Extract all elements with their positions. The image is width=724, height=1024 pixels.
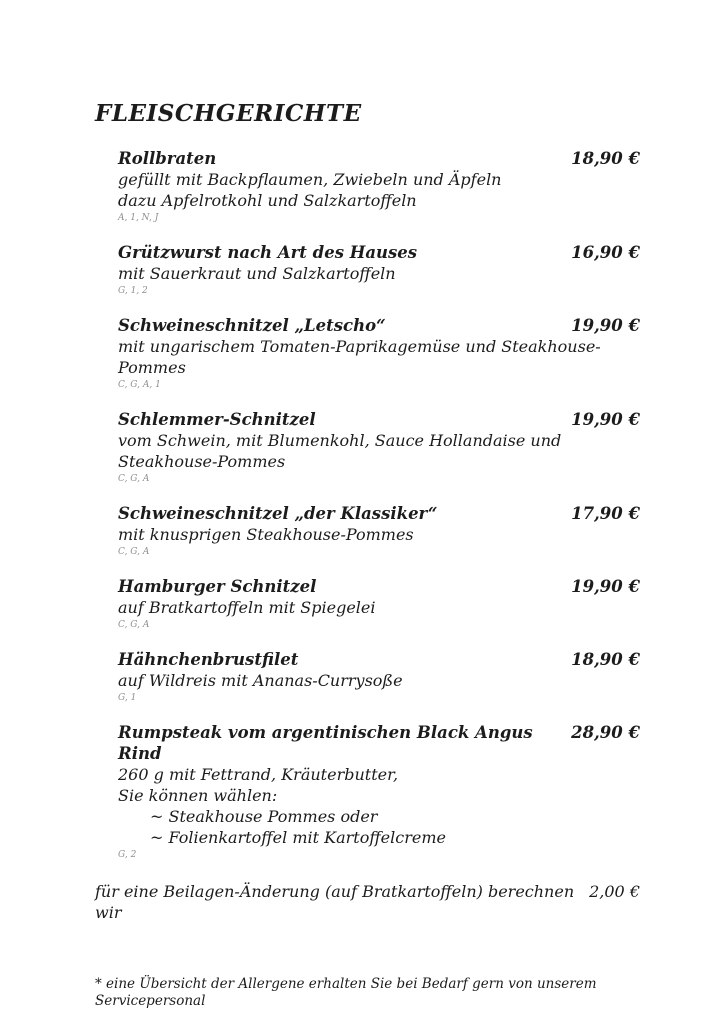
item-descriptions — [118, 169, 640, 211]
item-allergens: G, 1, 2 — [118, 286, 148, 296]
menu-item — [118, 242, 640, 297]
item-descriptions — [118, 670, 640, 691]
item-head — [118, 722, 640, 764]
item-descriptions — [118, 336, 640, 378]
item-desc-line: auf Bratkartoffeln mit Spiegelei — [118, 598, 376, 617]
item-price: 18,90 € — [571, 149, 640, 168]
item-allergens: A, 1, N, J — [118, 213, 159, 223]
item-head — [118, 315, 640, 336]
item-price: 17,90 € — [571, 504, 640, 523]
surcharge-price: 2,00 € — [589, 882, 640, 901]
menu-content — [95, 100, 640, 1010]
surcharge-row — [95, 881, 640, 923]
item-price: 19,90 € — [571, 410, 640, 429]
item-desc-line: ~ Folienkartoffel mit Kartoffelcreme — [150, 828, 446, 847]
item-price: 18,90 € — [571, 650, 640, 669]
item-desc-line: 260 g mit Fettrand, Kräuterbutter, — [118, 765, 399, 784]
item-head — [118, 503, 640, 524]
item-descriptions — [118, 764, 640, 848]
item-allergens: G, 2 — [118, 850, 137, 860]
item-allergens: G, 1 — [118, 693, 137, 703]
item-desc-line: dazu Apfelrotkohl und Salzkartoffeln — [118, 191, 417, 210]
item-allergens: C, G, A — [118, 474, 150, 484]
item-desc-line: mit Sauerkraut und Salzkartoffeln — [118, 264, 396, 283]
item-head — [118, 576, 640, 597]
item-desc-line: mit ungarischem Tomaten-Paprikagemüse und Steakhouse-Pommes — [118, 337, 601, 377]
item-price: 28,90 € — [571, 723, 640, 742]
menu-items — [118, 148, 640, 861]
item-name: Grützwurst nach Art des Hauses — [118, 243, 418, 262]
item-allergens: C, G, A — [118, 547, 150, 557]
item-head — [118, 409, 640, 430]
allergen-footnote: * eine Übersicht der Allergene erhalten Sie bei Bedarf gern von unserem Servicepersonal — [95, 976, 597, 1009]
item-head — [118, 649, 640, 670]
item-head — [118, 242, 640, 263]
item-name: Schlemmer-Schnitzel — [118, 410, 316, 429]
surcharge-text: für eine Beilagen-Änderung (auf Bratkartoffeln) berechnen wir — [95, 882, 575, 922]
item-name: Hähnchenbrustfilet — [118, 650, 299, 669]
item-desc-line: Sie können wählen: — [118, 786, 278, 805]
item-desc-line: gefüllt mit Backpflaumen, Zwiebeln und Äpfeln — [118, 170, 502, 189]
item-name: Rumpsteak vom argentinischen Black Angus Rind — [118, 723, 533, 763]
item-name: Hamburger Schnitzel — [118, 577, 317, 596]
item-desc-line: ~ Steakhouse Pommes oder — [150, 807, 378, 826]
item-price: 19,90 € — [571, 316, 640, 335]
item-name: Schweineschnitzel „der Klassiker“ — [118, 504, 438, 523]
section-title: FLEISCHGERICHTE — [95, 100, 362, 127]
item-desc-line: vom Schwein, mit Blumenkohl, Sauce Hollandaise und Steakhouse-Pommes — [118, 431, 562, 471]
item-allergens: C, G, A — [118, 620, 150, 630]
item-descriptions — [118, 524, 640, 545]
menu-item — [118, 503, 640, 558]
menu-item — [118, 315, 640, 391]
item-desc-line: mit knusprigen Steakhouse-Pommes — [118, 525, 414, 544]
item-head — [118, 148, 640, 169]
item-allergens: C, G, A, 1 — [118, 380, 161, 390]
item-price: 19,90 € — [571, 577, 640, 596]
item-descriptions — [118, 430, 640, 472]
menu-item — [118, 409, 640, 485]
menu-item — [118, 148, 640, 224]
menu-item — [118, 649, 640, 704]
item-price: 16,90 € — [571, 243, 640, 262]
item-desc-line: auf Wildreis mit Ananas-Currysoße — [118, 671, 403, 690]
item-name: Rollbraten — [118, 149, 217, 168]
menu-item — [118, 722, 640, 861]
item-descriptions — [118, 597, 640, 618]
menu-item — [118, 576, 640, 631]
item-name: Schweineschnitzel „Letscho“ — [118, 316, 386, 335]
item-descriptions — [118, 263, 640, 284]
